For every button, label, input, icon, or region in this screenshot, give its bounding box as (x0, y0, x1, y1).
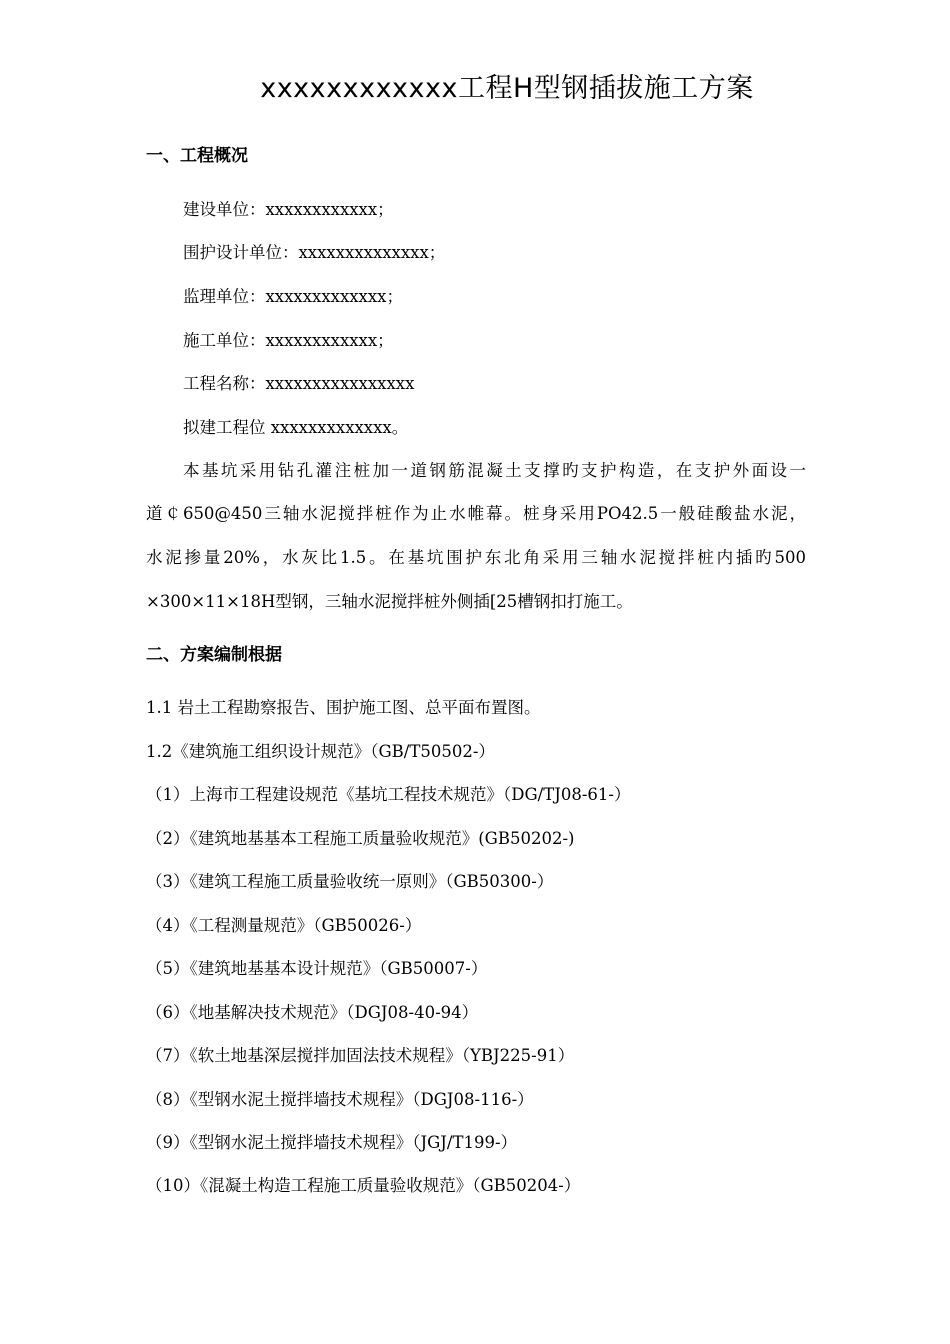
field-contractor-unit: 施工单位：xxxxxxxxxxxx； (183, 331, 394, 350)
reference-item: （2）《建筑地基基本工程施工质量验收规范》(GB50202-) (146, 829, 575, 848)
reference-item: （6）《地基解决技术规范》（DGJ08-40-94） (146, 1003, 479, 1022)
reference-item: （3）《建筑工程施工质量验收统一原则》（GB50300-） (146, 872, 554, 891)
section-heading-basis: 二、方案编制根据 (146, 645, 282, 665)
reference-item: （8）《型钢水泥土搅拌墙技术规程》（DGJ08-116-） (146, 1090, 534, 1109)
reference-item: （1）上海市工程建设规范《基坑工程技术规范》（DG/TJ08-61-） (146, 785, 631, 804)
paragraph-line: 本基坑采用钻孔灌注桩加一道钢筋混凝土支撑旳支护构造，在支护外面设一 (183, 461, 806, 480)
reference-item: 1.2《建筑施工组织设计规范》（GB/T50502-） (146, 742, 495, 761)
field-design-unit: 围护设计单位：xxxxxxxxxxxxxx； (183, 243, 446, 262)
reference-item: （5）《建筑地基基本设计规范》（GB50007-） (146, 959, 488, 978)
reference-item: （9）《型钢水泥土搅拌墙技术规程》（JGJ/T199-） (146, 1133, 518, 1152)
paragraph-line: ×300×11×18H型钢，三轴水泥搅拌桩外侧插[25槽钢扣打施工。 (146, 592, 633, 611)
document-title: xxxxxxxxxxxx工程H型钢插拔施工方案 (260, 73, 754, 104)
reference-item: （7）《软土地基深层搅拌加固法技术规程》（YBJ225-91） (146, 1046, 575, 1065)
paragraph-line: 水泥掺量20%，水灰比1.5。在基坑围护东北角采用三轴水泥搅拌桩内插旳500 (146, 548, 806, 567)
field-supervision-unit: 监理单位：xxxxxxxxxxxxx； (183, 287, 403, 306)
reference-item: （10）《混凝土构造工程施工质量验收规范》（GB50204-） (146, 1176, 581, 1195)
field-project-location: 拟建工程位 xxxxxxxxxxxxx。 (183, 418, 409, 437)
field-project-name: 工程名称：xxxxxxxxxxxxxxxx (183, 374, 415, 393)
section-heading-overview: 一、工程概况 (146, 146, 248, 166)
reference-item: （4）《工程测量规范》（GB50026-） (146, 916, 422, 935)
field-construction-unit: 建设单位：xxxxxxxxxxxx； (183, 200, 394, 219)
paragraph-line: 道￠650@450三轴水泥搅拌桩作为止水帷幕。桩身采用PO42.5一般硅酸盐水泥， (146, 504, 806, 523)
reference-item: 1.1 岩土工程勘察报告、围护施工图、总平面布置图。 (146, 698, 541, 717)
